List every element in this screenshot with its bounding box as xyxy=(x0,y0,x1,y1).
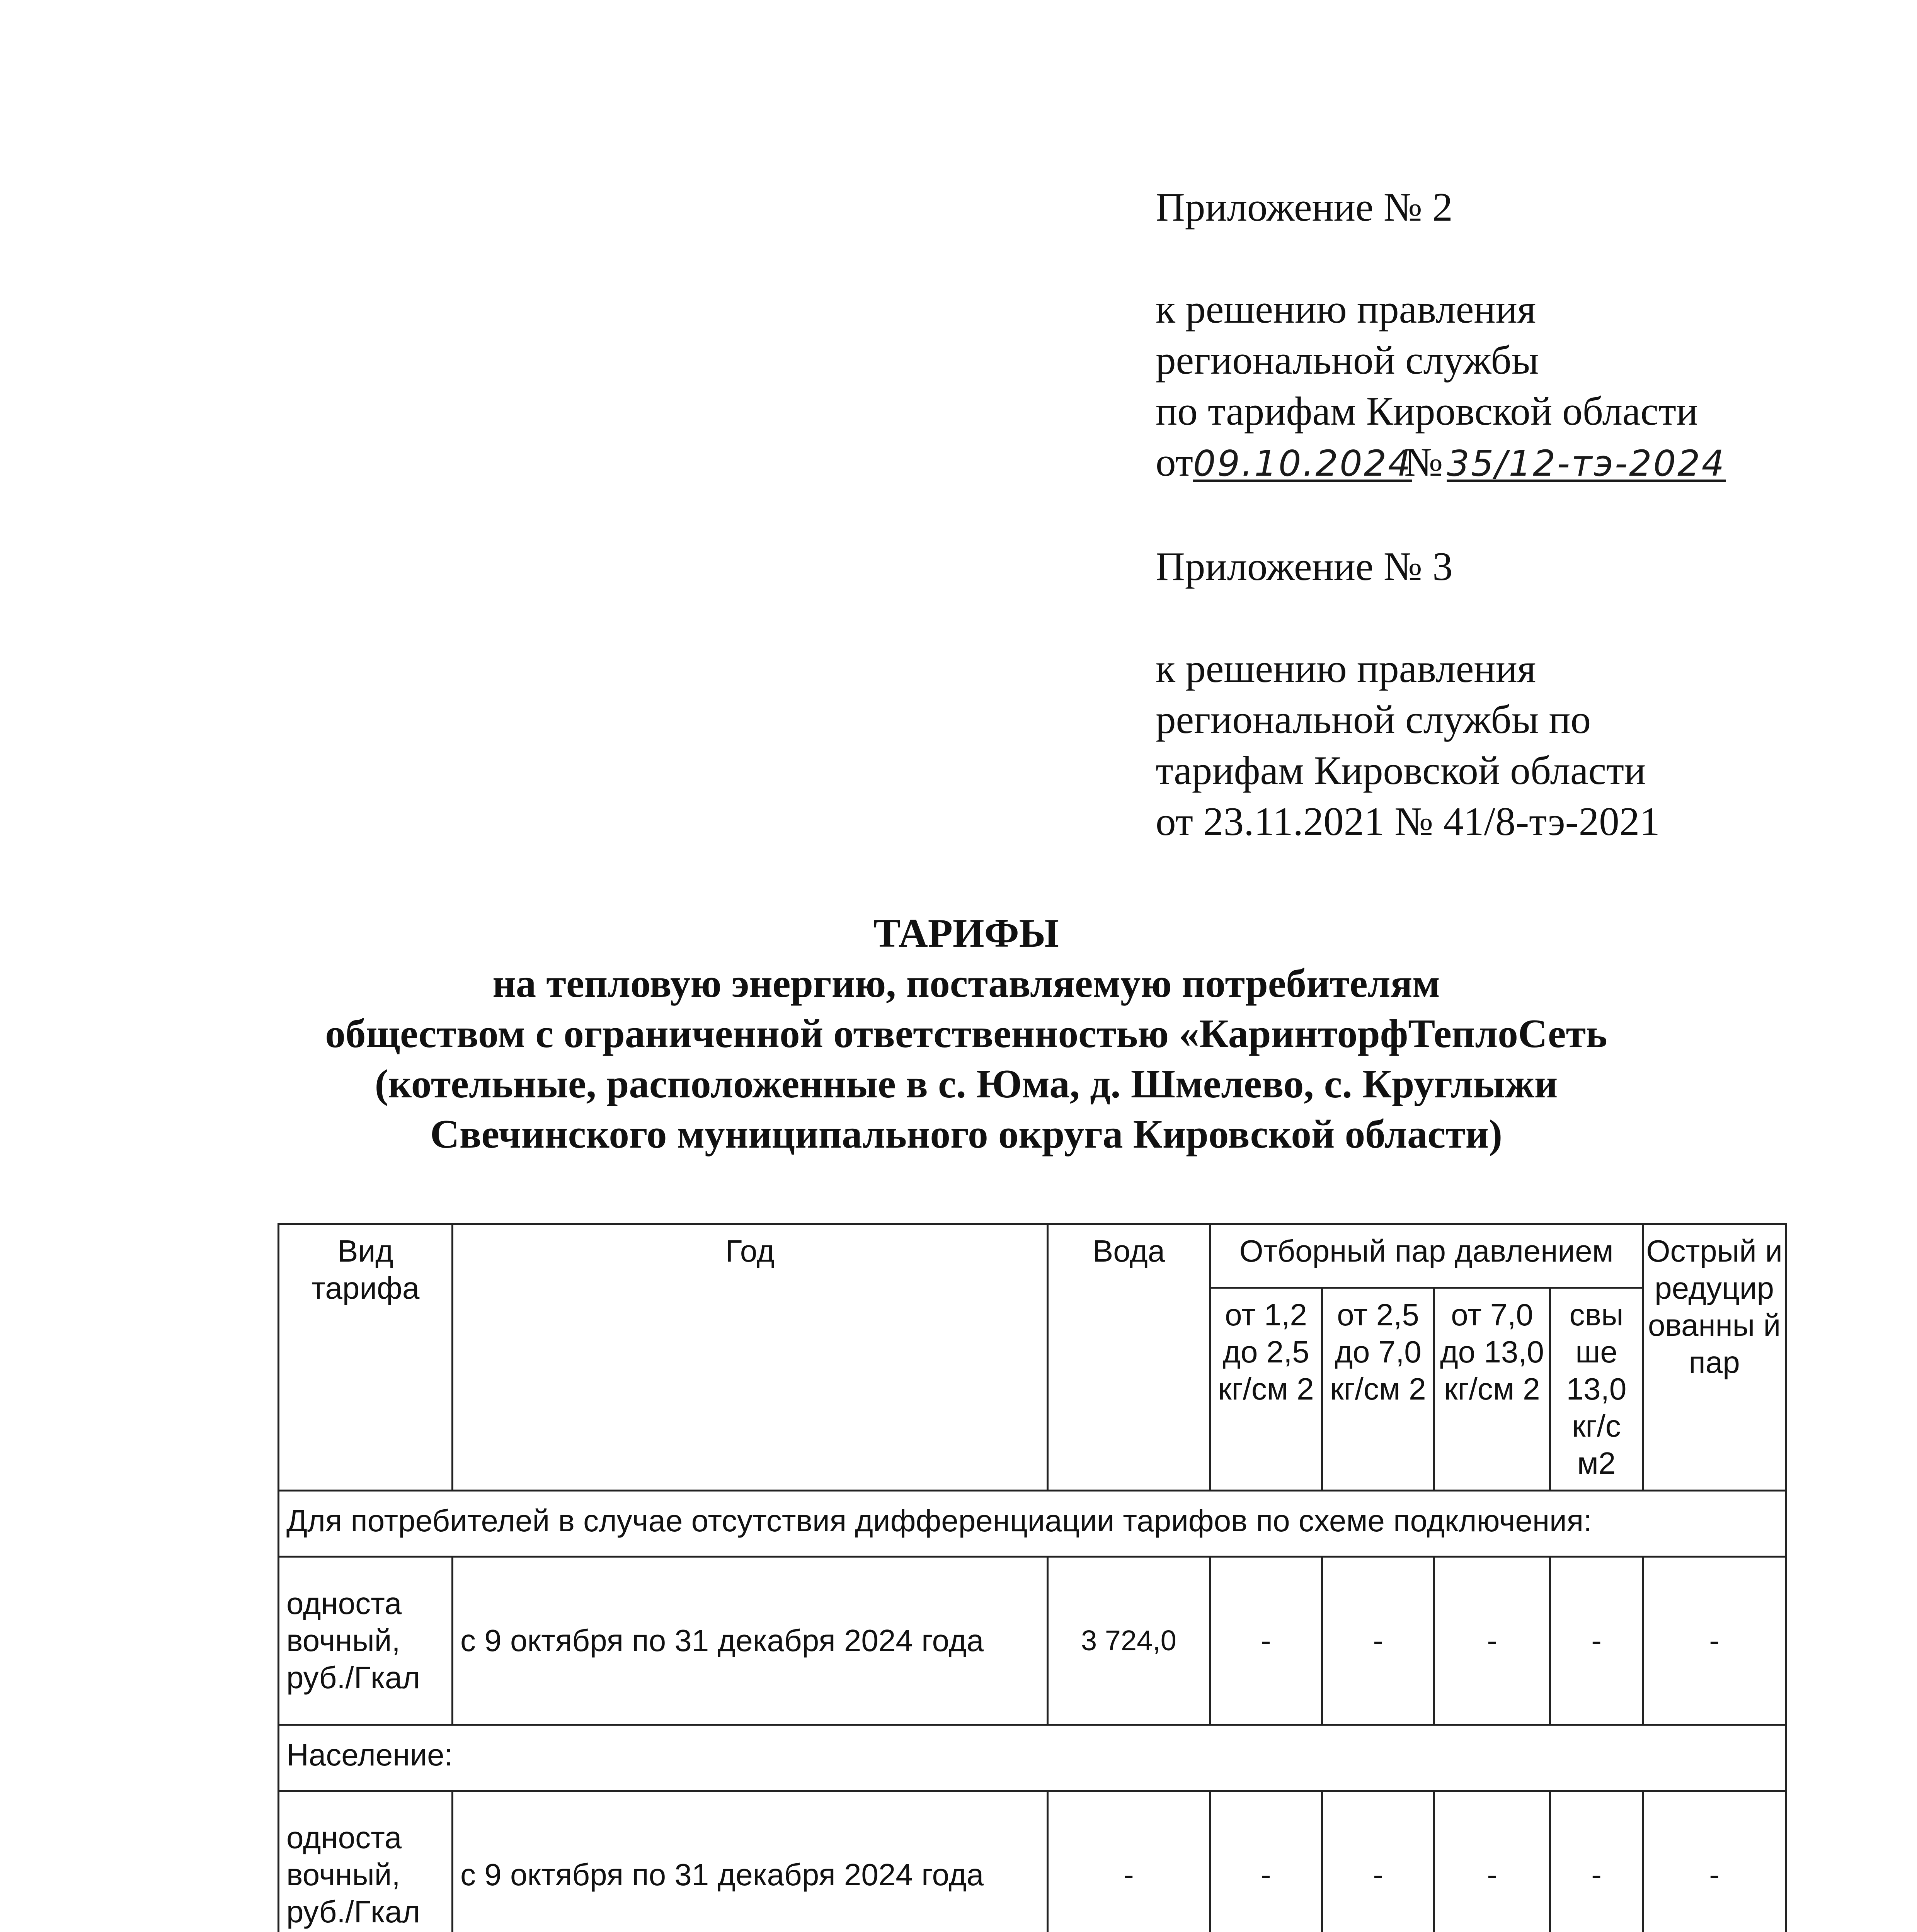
title-line: Свечинского муниципального округа Кировской области) xyxy=(430,1111,1503,1156)
number-sign: № xyxy=(1404,439,1443,485)
table-row xyxy=(279,1557,1786,1725)
cell-tariff-type: односта вочный, руб./Гкал xyxy=(279,1791,453,1932)
cell-steam-4: - xyxy=(1550,1791,1643,1932)
appendix-2-line: региональной службы xyxy=(1156,337,1539,383)
title-line: на тепловую энергию, поставляемую потребителям xyxy=(492,961,1440,1006)
appendix-3-line: тарифам Кировской области xyxy=(1156,748,1646,793)
cell-period: с 9 октября по 31 декабря 2024 года xyxy=(453,1557,1048,1725)
header-steam-group: Отборный пар давлением xyxy=(1210,1224,1643,1288)
cell-tariff-type: односта вочный, руб./Гкал xyxy=(279,1557,453,1725)
cell-sharp-steam: - xyxy=(1643,1557,1786,1725)
cell-water: 3 724,0 xyxy=(1048,1557,1210,1725)
title-line: (котельные, расположенные в с. Юма, д. Шмелево, с. Круглыжи xyxy=(375,1061,1558,1106)
appendix-3-block xyxy=(1156,541,1851,847)
title-line: обществом с ограниченной ответственностью «КаринторфТеплоСеть xyxy=(325,1011,1607,1056)
appendix-2-line: к решению правления xyxy=(1156,286,1536,332)
cell-sharp-steam: - xyxy=(1643,1791,1786,1932)
appendix-3-line: от 23.11.2021 № 41/8-тэ-2021 xyxy=(1156,799,1660,844)
tariffs-table xyxy=(278,1223,1787,1932)
header-tariff-type: Вид тарифа xyxy=(279,1224,453,1491)
cell-steam-2: - xyxy=(1322,1791,1434,1932)
appendix-2-block xyxy=(1156,182,1851,489)
handwritten-number: 35/12-тэ-2024 xyxy=(1447,443,1726,484)
header-sharp-steam: Острый и редуцир ованны й пар xyxy=(1643,1224,1786,1491)
cell-water: - xyxy=(1048,1791,1210,1932)
cell-steam-1: - xyxy=(1210,1557,1322,1725)
cell-steam-4: - xyxy=(1550,1557,1643,1725)
section-label: Для потребителей в случае отсутствия дифференциации тарифов по схеме подключения: xyxy=(279,1491,1786,1557)
cell-steam-3: - xyxy=(1434,1557,1550,1725)
appendix-3-line: к решению правления xyxy=(1156,646,1536,691)
table-header-row xyxy=(279,1224,1786,1288)
title-main: ТАРИФЫ xyxy=(873,910,1059,956)
appendix-2-heading: Приложение № 2 xyxy=(1156,184,1453,230)
cell-steam-1: - xyxy=(1210,1791,1322,1932)
table-section-row xyxy=(279,1725,1786,1791)
cell-period: с 9 октября по 31 декабря 2024 года xyxy=(453,1791,1048,1932)
appendix-2-date-line xyxy=(1156,437,1851,489)
header-steam-1: от 1,2 до 2,5 кг/см 2 xyxy=(1210,1288,1322,1491)
cell-steam-3: - xyxy=(1434,1791,1550,1932)
cell-steam-2: - xyxy=(1322,1557,1434,1725)
header-water: Вода xyxy=(1048,1224,1210,1491)
document-title xyxy=(193,908,1739,1159)
date-prefix: от xyxy=(1156,439,1193,485)
table-section-row xyxy=(279,1491,1786,1557)
header-year: Год xyxy=(453,1224,1048,1491)
section-label: Население: xyxy=(279,1725,1786,1791)
handwritten-date: 09.10.2024 xyxy=(1193,443,1412,484)
appendix-3-line: региональной службы по xyxy=(1156,697,1591,742)
appendix-3-heading: Приложение № 3 xyxy=(1156,544,1453,589)
header-steam-4: свы ше 13,0 кг/с м2 xyxy=(1550,1288,1643,1491)
table-row xyxy=(279,1791,1786,1932)
header-steam-3: от 7,0 до 13,0 кг/см 2 xyxy=(1434,1288,1550,1491)
header-steam-2: от 2,5 до 7,0 кг/см 2 xyxy=(1322,1288,1434,1491)
appendix-2-line: по тарифам Кировской области xyxy=(1156,388,1698,434)
